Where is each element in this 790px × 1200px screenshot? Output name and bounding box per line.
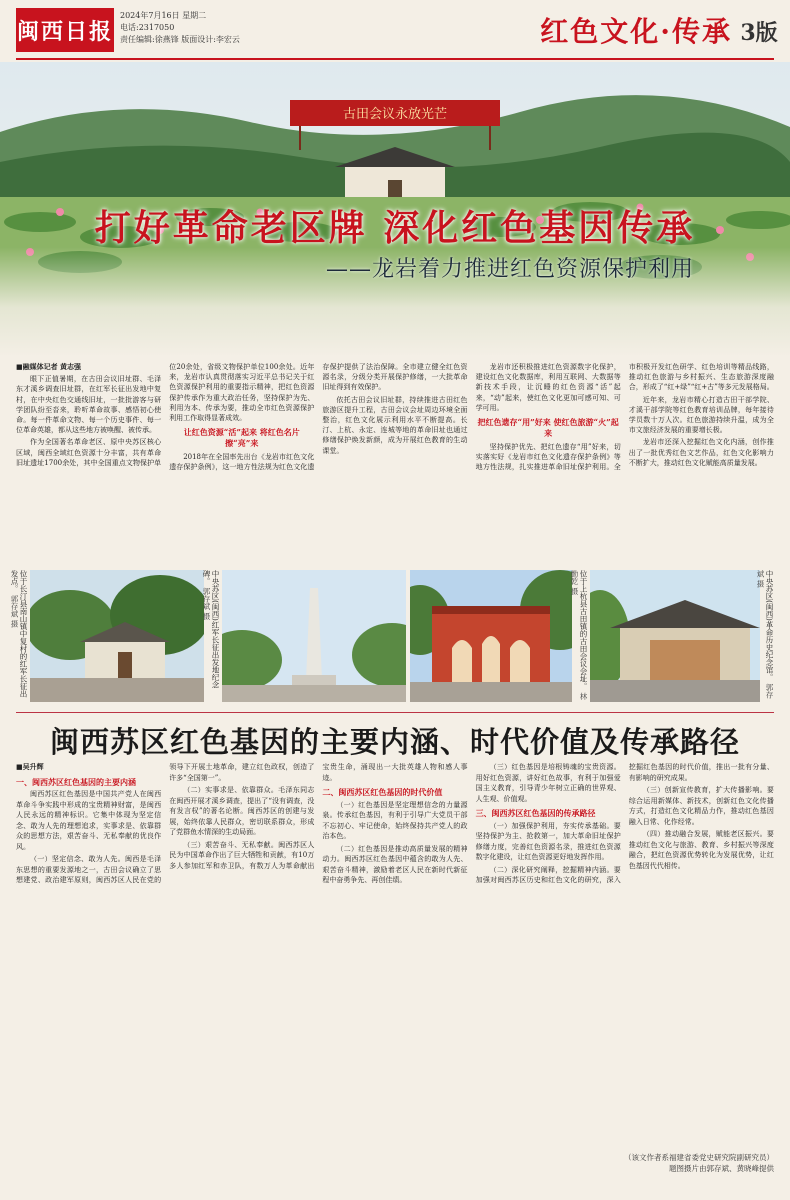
photo-zhongfu-village (30, 570, 204, 702)
paragraph: 坚持保护优先、把红色遗存“用”好来，切实落实好《龙岩市红色文化遗存保护条例》等地方性法规，扎实推进革命旧址保护利用。全市积极开发红色研学、红色培训等精品线路，推动红色旅游与乡村振兴、生态旅游深度融合，形成了“红+绿”“红+古”等多元发展格局。 (475, 363, 774, 472)
paragraph: （四）推动融合发展，赋能老区振兴。要推动红色文化与旅游、教育、乡村振兴等深度融合，把红色资源优势转化为发展优势，让红色基因代代相传。 (628, 830, 774, 870)
issue-phone: 电话:2317050 (120, 23, 175, 32)
issue-editors: 责任编辑:徐燕锋 版面设计:李宏云 (120, 35, 240, 44)
author-note (560, 1152, 774, 1174)
paragraph: 近年来，龙岩市精心打造古田干部学院、才溪干部学院等红色教育培训品牌，每年接待学员数十万人次。红色旅游持续升温，成为全市文旅经济发展的重要增长极。 (628, 395, 774, 435)
paragraph: 闽西苏区红色基因是中国共产党人在闽西革命斗争实践中形成的宝贵精神财富，是闽西人民永远的精神标识。它集中体现为坚定信念、敢为人先的理想追求，实事求是、依靠群众的思想方法，艰苦奋斗、无私奉献的优良作风。 (16, 790, 162, 851)
section-heading-2: 二、闽西苏区红色基因的时代价值 (322, 787, 443, 797)
paragraph: 作为全国著名革命老区、原中央苏区核心区域，闽西全域红色资源十分丰富，共有革命旧址遗址1700余处，其中全国重点文物保护单位20余处，省级文物保护单位100余处。近年来，龙岩市认真贯彻落实习近平总书记关于红色资源保护利用的重要指示精神，把红色资源保护传承作为重大政治任务，坚持保护为先、利用为本、传承为要，推动全市红色资源保护利用工作取得显著成效。 (16, 363, 315, 467)
header-divider (16, 58, 774, 60)
masthead (0, 0, 790, 60)
section-heading-3: 三、闽西苏区红色基因的传承路径 (475, 808, 596, 818)
article-top-columns (16, 362, 774, 473)
photo-credit: 郭存斌 摄 (10, 594, 19, 628)
photo-credit: 郭存斌 摄 (756, 570, 774, 699)
paragraph: （三）艰苦奋斗、无私奉献。闽西苏区人民为中国革命作出了巨大牺牲和贡献，有10万多人参加红军和赤卫队，有数万人为革命献出宝贵生命，涌现出一大批英雄人物和感人事迹。 (169, 763, 468, 870)
page-number: 3版 (740, 20, 778, 46)
section-title: 红色文化·传承 (540, 15, 732, 48)
photo-caption (570, 570, 588, 702)
photo-caption (756, 570, 774, 702)
paragraph: 龙岩市还积极推进红色资源数字化保护，建设红色文化数据库，利用互联网、大数据等新技术手段，让沉睡的红色资源“活”起来，“动”起来，使红色文化更加可感可知、可学可用。 (475, 363, 621, 412)
publication-info (120, 10, 360, 46)
photo-gutian-meeting-site (410, 570, 572, 702)
photo-long-march-monument (222, 570, 406, 702)
article-top (16, 362, 774, 568)
paragraph: （三）创新宣传教育，扩大传播影响。要综合运用新媒体、新技术，创新红色文化传播方式，打造红色文化精品力作，推动红色基因融入日常、化作经常。 (628, 786, 774, 826)
photo-caption-text: 中央苏区(闽西)革命历史纪念馆。 (765, 570, 774, 681)
photo-source-credit: 题图摄片由郭存斌、黄晓峰提供 (669, 1164, 774, 1173)
photo-caption-text: 位于上杭县古田镇的古田会议会址。 (579, 570, 588, 690)
photo-caption (10, 570, 28, 702)
article-top-subhead-2: 把红色遗存“用”好来 使红色旅游“火”起来 (477, 417, 619, 439)
section-heading-1: 一、闽西苏区红色基因的主要内涵 (16, 776, 136, 787)
newspaper-logo: 闽西日报 (16, 8, 114, 52)
banner-text: 古田会议永放光芒 (342, 107, 448, 122)
main-headline: 打好革命老区牌 深化红色基因传承 (94, 207, 696, 249)
paragraph: （三）红色基因是培根铸魂的宝贵资源。用好红色资源，讲好红色故事，有利于加强爱国主义教育，引导青少年树立正确的世界观、人生观、价值观。 (475, 763, 621, 803)
photo-credit: 郭存斌 摄 (202, 587, 211, 620)
paragraph: （一）坚定信念、敢为人先。闽西是毛泽东思想的重要发源地之一，古田会议确立了思想建党、政治建军原则，闽西苏区人民在党的领导下开展土地革命，建立红色政权，创造了许多“全国第一”。 (16, 763, 315, 884)
article-bottom-columns (16, 762, 774, 886)
article-bottom-byline: ■吴升辉 (16, 762, 44, 771)
author-affiliation: （该文作者系福建省委党史研究院副研究员） (624, 1153, 774, 1162)
article-top-byline: ■融媒体记者 黄志强 (16, 362, 82, 371)
photo-revolution-museum (590, 570, 760, 702)
photo-caption-text: 位于长汀县南山镇中复村的红军长征出发点。 (10, 570, 28, 698)
paragraph: （一）红色基因是坚定理想信念的力量源泉。传承红色基因，有利于引导广大党员干部不忘初心、牢记使命，始终保持共产党人的政治本色。 (322, 800, 468, 840)
paragraph: （二）实事求是、依靠群众。毛泽东同志在闽西开展才溪乡调查，提出了“没有调查，没有发言权”的著名论断。闽西苏区的创建与发展，始终依靠人民群众，密切联系群众，形成了党群鱼水情深的生动局面。 (169, 786, 315, 836)
paragraph: （二）深化研究阐释，挖掘精神内涵。要加强对闽西苏区历史和红色文化的研究，深入挖掘红色基因的时代价值，推出一批有分量、有影响的研究成果。 (475, 763, 774, 884)
photo-credit: 林勤乾 摄 (570, 570, 588, 700)
article-bottom (16, 762, 774, 1152)
photo-caption-text: 中央苏区(闽西)红军长征出发地纪念碑。 (202, 570, 220, 689)
sub-headline: ——龙岩着力推进红色资源保护利用 (325, 257, 694, 282)
issue-date: 2024年7月16日 星期二 (120, 11, 207, 20)
paragraph: 依托古田会议旧址群，持续推进古田红色旅游区提升工程，古田会议会址周边环境全面整治，红色文化展示利用水平不断提高。长汀、上杭、永定、连城等地的革命旧址也通过修缮保护焕发新颜，成为开展红色教育的生动课堂。 (322, 395, 468, 455)
paragraph: 龙岩市还深入挖掘红色文化内涵，创作推出了一批优秀红色文艺作品，红色文化影响力不断扩大，推动红色文化赋能高质量发展。 (628, 438, 774, 467)
article-top-subhead-1: 让红色资源“活”起来 将红色名片擦“亮”来 (183, 427, 300, 449)
paragraph: （二）红色基因是推动高质量发展的精神动力。闽西苏区红色基因中蕴含的敢为人先、艰苦奋斗精神，激励着老区人民在新时代新征程中奋勇争先、再创佳绩。 (322, 844, 468, 884)
paragraph: 2018年在全国率先出台《龙岩市红色文化遗存保护条例》，这一地方性法规为红色文化遗存保护提供了法治保障。全市建立健全红色资源名录，分级分类开展保护修缮，一大批革命旧址得到有效保护。 (169, 363, 468, 472)
photo-caption (202, 570, 220, 702)
photo-strip (10, 570, 774, 710)
section-divider (16, 712, 774, 713)
article-bottom-headline: 闽西苏区红色基因的主要内涵、时代价值及传承路径 (49, 725, 740, 759)
paragraph: （一）加强保护利用，夯实传承基础。要坚持保护为主、抢救第一，加大革命旧址保护修缮力度，完善红色资源名录，推进红色资源数字化建设，让红色资源更好地发挥作用。 (475, 821, 621, 861)
paragraph: 眼下正值暑期，在古田会议旧址群、毛泽东才溪乡调查旧址群，在红军长征出发地中复村，在中央红色交通线旧址，一批批游客与研学团队纷至沓来，聆听革命故事、感悟初心使命。每一件革命文物、每一个历史事件、每一位革命英雄，都从这些地方被唤醒、被传承。 (16, 375, 162, 435)
